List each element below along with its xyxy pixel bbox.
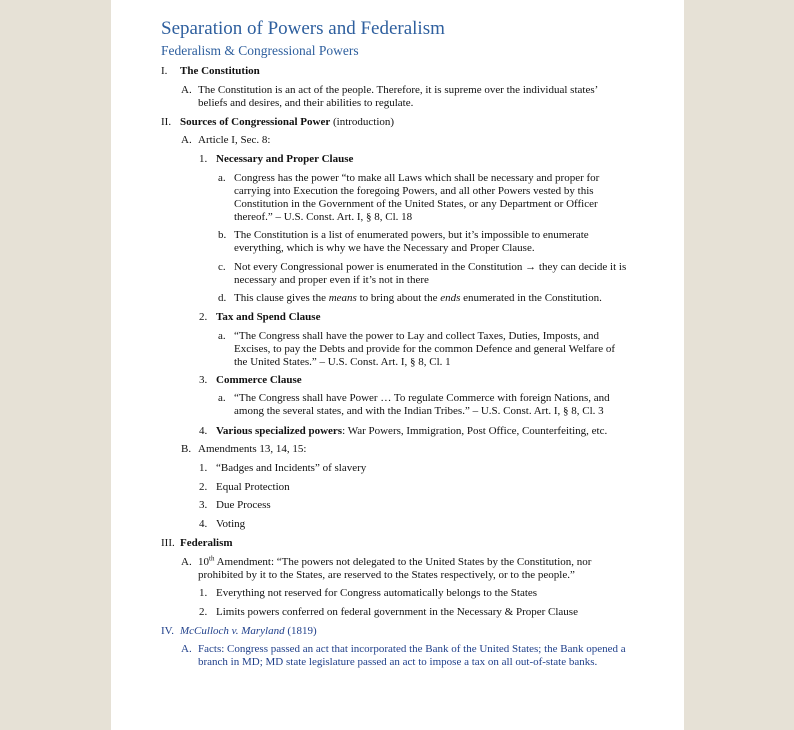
item-number: 1. [199, 462, 208, 474]
section-heading-congressional-power: Sources of Congressional Power (introduction) [180, 116, 395, 128]
item-text: the United States.” – U.S. Const. Art. I, § 8, Cl. 1 [234, 356, 451, 368]
item-text: Due Process [216, 499, 271, 511]
item-number: 4. [199, 425, 208, 437]
item-number: 2. [199, 481, 208, 493]
clause-title-tax-spend: Tax and Spend Clause [216, 311, 321, 323]
roman-numeral-1: I. [161, 65, 168, 77]
item-number: 4. [199, 518, 208, 530]
item-text: “The Congress shall have Power … To regulate Commerce with foreign Nations, and [234, 392, 610, 404]
item-letter: a. [218, 392, 226, 404]
clause-title-necessary-proper: Necessary and Proper Clause [216, 153, 354, 165]
item-text: Amendments 13, 14, 15: [198, 443, 307, 455]
roman-numeral-3: III. [161, 537, 175, 549]
item-letter: A. [181, 134, 192, 146]
clause-title-commerce: Commerce Clause [216, 374, 302, 386]
item-letter: b. [218, 229, 227, 241]
item-text: Equal Protection [216, 481, 290, 493]
item-letter: a. [218, 172, 226, 184]
item-letter: c. [218, 261, 226, 273]
document-page [111, 0, 684, 730]
item-number: 1. [199, 587, 208, 599]
item-text: everything, which is why we have the Necessary and Proper Clause. [234, 242, 535, 254]
item-letter: B. [181, 443, 192, 455]
section-heading-federalism: Federalism [180, 537, 233, 549]
item-letter: a. [218, 330, 226, 342]
item-letter: A. [181, 643, 192, 655]
section-heading-constitution: The Constitution [180, 65, 260, 77]
item-text: among the several states, and with the Indian Tribes.” – U.S. Const. Art. I, § 8, Cl. 3 [234, 405, 604, 417]
item-text: “The Congress shall have the power to Lay and collect Taxes, Duties, Imposts, and [234, 330, 599, 342]
item-text: Congress has the power “to make all Laws which shall be necessary and proper for [234, 172, 600, 184]
item-text: Excises, to pay the Debts and provide for the common Defence and general Welfare of [234, 343, 616, 355]
item-text: This clause gives the means to bring about the ends enumerated in the Constitution. [234, 292, 602, 304]
item-text: carrying into Execution the foregoing Powers, and all other Powers vested by this [234, 185, 594, 197]
item-letter: d. [218, 292, 227, 304]
item-text: Facts: Congress passed an act that incorporated the Bank of the United States; the Bank opened a [198, 643, 626, 655]
item-text: The Constitution is a list of enumerated powers, but it’s impossible to enumerate [234, 229, 589, 241]
item-letter: A. [181, 556, 192, 568]
item-text: Constitution in the Government of the United States, or any Department or Officer [234, 198, 598, 210]
item-number: 3. [199, 499, 208, 511]
item-text: “Badges and Incidents” of slavery [216, 462, 367, 474]
document-subtitle: Federalism & Congressional Powers [161, 43, 359, 58]
item-text: necessary and proper even if it’s not in there [234, 274, 429, 286]
item-text: 10th Amendment: “The powers not delegated to the United States by the Constitution, nor [198, 554, 592, 568]
section-heading-mcculloch: McCulloch v. Maryland (1819) [180, 625, 317, 637]
item-number: 2. [199, 311, 208, 323]
item-number: 3. [199, 374, 208, 386]
item-text: Voting [216, 518, 246, 530]
item-text: branch in MD; MD state legislature passed an act to impose a tax on all out-of-state banks. [198, 656, 598, 668]
item-text: Everything not reserved for Congress automatically belongs to the States [216, 587, 538, 599]
item-text: Article I, Sec. 8: [198, 134, 271, 146]
item-number: 2. [199, 606, 208, 618]
item-number: 1. [199, 153, 208, 165]
item-text: Limits powers conferred on federal government in the Necessary & Proper Clause [216, 606, 578, 618]
item-text: Various specialized powers: War Powers, Immigration, Post Office, Counterfeiting, etc. [216, 425, 608, 437]
arrow-right-icon: → [525, 261, 537, 273]
item-text: thereof.” – U.S. Const. Art. I, § 8, Cl. 18 [234, 211, 413, 223]
item-text: prohibited by it to the States, are reserved to the States respectively, or to the people.” [198, 569, 575, 581]
item-text: The Constitution is an act of the people. Therefore, it is supreme over the individual states’ [198, 84, 599, 96]
roman-numeral-4: IV. [161, 625, 174, 637]
item-text: beliefs and desires, and their abilities to regulate. [198, 97, 414, 109]
document-title: Separation of Powers and Federalism [161, 18, 445, 39]
item-text: Not every Congressional power is enumerated in the Constitution → they can decide it is [234, 261, 627, 273]
roman-numeral-2: II. [161, 116, 172, 128]
item-letter: A. [181, 84, 192, 96]
